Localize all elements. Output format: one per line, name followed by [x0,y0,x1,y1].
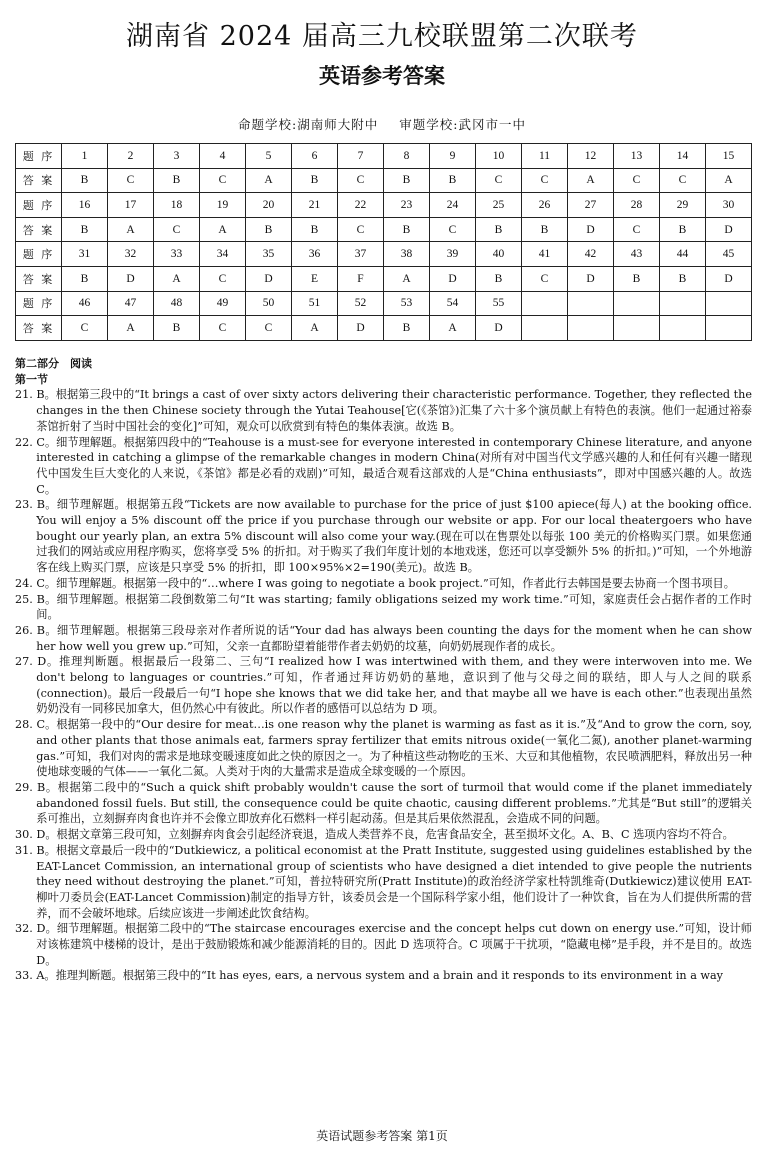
answer-cell [660,316,706,341]
answer-row [16,266,752,291]
answer-cell: B [430,168,476,193]
row-label-question: 题 序 [16,242,62,267]
question-number-cell: 36 [292,242,338,267]
answer-cell: B [384,168,430,193]
question-number-cell [660,291,706,316]
question-number-row [16,291,752,316]
answer-cell [522,316,568,341]
answer-explanation: 24. C。细节理解题。根据第一段中的“…where I was going to negotiate a book project.”可知，作者此行去韩国是要去协商一个图书项目。 [15,576,735,590]
answer-cell [568,316,614,341]
answer-cell: B [154,168,200,193]
question-number-cell: 42 [568,242,614,267]
answer-table [15,143,752,341]
question-number-cell: 39 [430,242,476,267]
question-number-cell: 49 [200,291,246,316]
answer-cell: A [200,217,246,242]
answer-cell: B [292,217,338,242]
question-number-cell: 19 [200,193,246,218]
question-number-cell: 3 [154,144,200,169]
answer-cell: B [384,316,430,341]
question-number-cell: 2 [108,144,154,169]
answer-cell: B [62,217,108,242]
answer-explanation: 26. B。细节理解题。根据第三段母亲对作者所说的话“Your dad has always been counting the days for the moment when he can show her how well you grew up.”可知，父亲一直都盼望着能带作者去奶奶的坟墓，向奶奶展现作者的成长。 [15,623,752,653]
question-number-cell: 13 [614,144,660,169]
row-label-answer: 答 案 [16,266,62,291]
answer-cell: C [108,168,154,193]
question-number-cell: 30 [706,193,752,218]
answer-cell: A [568,168,614,193]
answer-cell: B [62,168,108,193]
answer-cell: C [200,316,246,341]
reviewer-school: 审题学校:武冈市一中 [399,117,526,132]
answer-cell: B [292,168,338,193]
answer-cell: D [246,266,292,291]
question-number-cell: 21 [292,193,338,218]
answer-cell: D [568,217,614,242]
question-number-cell: 53 [384,291,430,316]
answer-cell: B [246,217,292,242]
question-number-cell: 24 [430,193,476,218]
answer-cell: C [522,266,568,291]
question-number-cell [614,291,660,316]
answer-cell: D [706,266,752,291]
answer-cell [706,316,752,341]
answer-cell: D [706,217,752,242]
answer-explanation: 25. B。细节理解题。根据第二段倒数第二句“It was starting; family obligations seized my work time.”可知，家庭责任会占据作者的工作时间。 [15,592,752,622]
answer-row [16,316,752,341]
answer-explanation: 23. B。细节理解题。根据第五段“Tickets are now available to purchase for the price of just $100 apiece(每人) at the booking office. You will enjoy a 5% discount off the price if you purchase through our website or app. For our local theatergoers who have bought our yearly plan, an extra 5% discount will also come your way.(现在可以在售票处以每张 100 美元的价格购买门票。如果您通过我们的网站或应用程序购买，您将享受 5% 的折扣。对于购买了我们年度计划的本地戏迷，您还可以享受额外 5% 的折扣。)”可知，一个外地游客在线上购买门票，应该是只享受 5% 的折扣，即 100×95%×2=190(美元)。故选 B。 [15,498,752,575]
answer-cell: B [522,217,568,242]
answer-cell: C [522,168,568,193]
question-number-cell: 6 [292,144,338,169]
explanations [15,356,752,984]
answer-cell: C [476,168,522,193]
question-number-cell: 43 [614,242,660,267]
setter-school: 命题学校:湖南师大附中 [238,117,379,132]
question-number-cell: 16 [62,193,108,218]
answer-cell: C [200,168,246,193]
question-number-cell: 33 [154,242,200,267]
part-heading: 第二部分 阅读 [15,357,92,370]
answer-cell: B [614,266,660,291]
question-number-cell: 1 [62,144,108,169]
answer-explanation: 29. B。根据第二段中的“Such a quick shift probably wouldn't cause the sort of turmoil that would come if the planet immediately abandoned fossil fuels. But still, the consequence could be quite chaotic, causing different problems.”尤其是“But still”的逻辑关系可推出，立刻摒弃肉食也许并不会像立即放弃化石燃料一样引起动荡。但是其后果依然混乱，会造成不同的问题。 [15,780,752,826]
answer-cell: D [476,316,522,341]
answer-cell: A [706,168,752,193]
question-number-cell: 23 [384,193,430,218]
answer-explanation: 21. B。根据第三段中的“It brings a cast of over sixty actors delivering their characteristic performance. Together, they reflected the changes in the then Chinese society through the Yutai Teahouse[它(《茶馆》)汇集了六十多个演员献上有特色的表演。他们一起通过裕泰茶馆折射了当时中国社会的变化]”可知，观众可以欣赏到有特色的集体表演。故选 B。 [15,388,752,433]
answer-cell: B [660,266,706,291]
answer-cell: B [476,217,522,242]
question-number-cell: 9 [430,144,476,169]
answer-cell: A [430,316,476,341]
question-number-cell: 22 [338,193,384,218]
answer-explanation: 27. D。推理判断题。根据最后一段第二、三句“I realized how I was intertwined with them, and they were interwoven into me. We don't belong to languages or countries.”可知，作者通过拜访奶奶的墓地，意识到了他与父母之间的联结，即人与人之间的联系(connection)。最后一段最后一句“I hope she knows that we did take her, and that maybe all we have is each other.”也表现出虽然奶奶没有一同移民加拿大，但仍然心中有彼此。所以作者的感悟可以总结为 D 项。 [15,655,752,716]
answer-cell: A [292,316,338,341]
row-label-question: 题 序 [16,291,62,316]
question-number-cell [706,291,752,316]
question-number-cell: 18 [154,193,200,218]
section-heading: 第一节 [15,372,48,386]
question-number-cell: 40 [476,242,522,267]
answer-explanation: 32. D。细节理解题。根据第二段中的“The staircase encourages exercise and the concept helps cut down on energy use.”可知，设计师对该栋建筑中楼梯的设计，是出于鼓励锻炼和减少能源消耗的目的。因此 D 选项符合。C 项属于干扰项，“隐藏电梯”是手段，并不是目的。故选 D。 [15,922,752,967]
question-number-cell: 34 [200,242,246,267]
question-number-cell [568,291,614,316]
question-number-cell: 5 [246,144,292,169]
answer-row [16,217,752,242]
question-number-cell: 51 [292,291,338,316]
question-number-cell: 27 [568,193,614,218]
question-number-cell [522,291,568,316]
question-number-cell: 45 [706,242,752,267]
answer-cell: C [200,266,246,291]
answer-cell: A [246,168,292,193]
question-number-cell: 25 [476,193,522,218]
answer-cell: F [338,266,384,291]
answer-cell: D [430,266,476,291]
question-number-cell: 8 [384,144,430,169]
question-number-cell: 46 [62,291,108,316]
question-number-row [16,144,752,169]
question-number-cell: 15 [706,144,752,169]
answer-cell: C [62,316,108,341]
question-number-cell: 4 [200,144,246,169]
question-number-cell: 52 [338,291,384,316]
row-label-question: 题 序 [16,193,62,218]
question-number-cell: 32 [108,242,154,267]
question-number-cell: 38 [384,242,430,267]
answer-cell: C [614,217,660,242]
school-info [0,115,764,133]
row-label-question: 题 序 [16,144,62,169]
answer-cell: A [154,266,200,291]
answer-cell: E [292,266,338,291]
answer-explanation: 28. C。根据第一段中的“Our desire for meat…is one reason why the planet is warming as fast as it is.”及“And to grow the corn, soy, and other plants that those animals eat, farmers spray fertilizer that emits nitrous oxide(一氧化二氮), another planet-warming gas.”可知，我们对肉的需求是地球变暖速度如此之快的原因之一。为了种植这些动物吃的玉米、大豆和其他植物，农民喷洒肥料，释放出另一种使地球变暖的气体——一氧化二氮。人类对于肉的大量需求是造成全球变暖的一个原因。 [15,718,752,779]
question-number-cell: 37 [338,242,384,267]
question-number-cell: 20 [246,193,292,218]
question-number-cell: 55 [476,291,522,316]
question-number-cell: 11 [522,144,568,169]
answer-cell: D [108,266,154,291]
question-number-cell: 26 [522,193,568,218]
question-number-cell: 54 [430,291,476,316]
answer-cell: C [614,168,660,193]
question-number-cell: 31 [62,242,108,267]
answer-explanation: 22. C。细节理解题。根据第四段中的“Teahouse is a must-see for everyone interested in contemporary Chinese literature, and anyone interested in catching a glimpse of the remarkable changes in modern China(对所有对中国当代文学感兴趣的人和任何有兴趣一睹现代中国发生巨大变化的人来说，《茶馆》都是必看的戏剧)”可知，最适合观看这部戏的人是“China enthusiasts”，即对中国感兴趣的人。故选 C。 [15,435,752,496]
answer-cell: B [384,217,430,242]
answer-cell: B [154,316,200,341]
row-label-answer: 答 案 [16,316,62,341]
answer-cell: A [108,217,154,242]
row-label-answer: 答 案 [16,168,62,193]
answer-cell: B [476,266,522,291]
answer-cell: A [108,316,154,341]
question-number-cell: 35 [246,242,292,267]
page-title: 湖南省 2024 届高三九校联盟第二次联考 [126,21,638,52]
question-number-cell: 28 [614,193,660,218]
question-number-row [16,193,752,218]
answer-cell: C [246,316,292,341]
answer-cell: D [338,316,384,341]
answer-cell: B [660,217,706,242]
answer-explanation: 31. B。根据文章最后一段中的“Dutkiewicz, a political economist at the Pratt Institute, suggested using guidelines established by the EAT-Lancet Commission, an international group of scientists who have designed a diet intended to give people the nutrients they need without destroying the planet.”可知，普拉特研究所(Pratt Institute)的政治经济学家杜特凯维奇(Dutkiewicz)建议使用 EAT-柳叶刀委员会(EAT-Lancet Commission)制定的指导方针，该委员会是一个国际科学家小组，他们设计了一种饮食，旨在为人们提供所需的营养，而不会破坏地球。后续应该进一步阐述此饮食结构。 [15,843,752,920]
question-number-cell: 14 [660,144,706,169]
question-number-row [16,242,752,267]
question-number-cell: 48 [154,291,200,316]
question-number-cell: 50 [246,291,292,316]
answer-cell: C [154,217,200,242]
question-number-cell: 47 [108,291,154,316]
answer-row [16,168,752,193]
question-number-cell: 44 [660,242,706,267]
question-number-cell: 12 [568,144,614,169]
answer-cell: A [384,266,430,291]
answer-cell: B [62,266,108,291]
page-subtitle: 英语参考答案 [319,64,445,88]
row-label-answer: 答 案 [16,217,62,242]
answer-cell: C [660,168,706,193]
answer-cell [614,316,660,341]
answer-explanation: 30. D。根据文章第三段可知，立刻摒弃肉食会引起经济衰退，造成人类营养不良，危害食品安全，甚至损坏文化。A、B、C 选项内容均不符合。 [15,828,734,842]
answer-cell: C [430,217,476,242]
question-number-cell: 7 [338,144,384,169]
question-number-cell: 41 [522,242,568,267]
answer-cell: C [338,168,384,193]
answer-cell: D [568,266,614,291]
page-footer: 英语试题参考答案 第1页 [316,1129,448,1143]
question-number-cell: 17 [108,193,154,218]
answer-explanation: 33. A。推理判断题。根据第三段中的“It has eyes, ears, a nervous system and a brain and it responds to its environment in a way [15,969,723,983]
answer-cell: C [338,217,384,242]
question-number-cell: 10 [476,144,522,169]
question-number-cell: 29 [660,193,706,218]
